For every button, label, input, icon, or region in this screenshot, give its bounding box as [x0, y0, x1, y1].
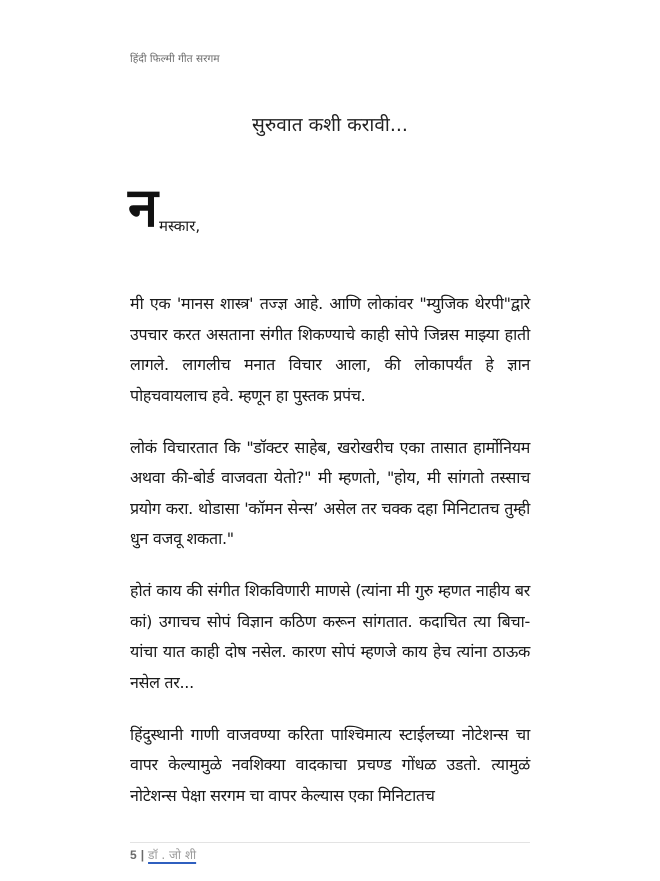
greeting-text: मस्कार,	[158, 217, 201, 235]
page-footer	[130, 846, 196, 863]
body-text	[130, 289, 530, 833]
page-number: 5	[130, 847, 137, 862]
paragraph-1: मी एक 'मानस शास्त्र' तज्ज्ञ आहे. आणि लोकांवर "म्युजिक थेरपी"द्वारे उपचार करत असताना संगीत शिकण्याचे काही सोपे जिन्नस माझ्या हाती लागले. लागलीच मनात विचार आला, की लोकापर्यंत हे ज्ञान पोहचवायलाच हवे. म्हणून हा पुस्तक प्रपंच.	[130, 294, 530, 405]
paragraph-4: हिंदुस्थानी गाणी वाजवण्या करिता पाश्चिमात्य स्टाईलच्या नोटेशन्स चा वापर केल्यामुळे नवशिक्या वादकाचा प्रचण्ड गोंधळ उडतो. त्यामुळं नोटेशन्स पेक्षा सरगम चा वापर केल्यास एका मिनिटातच	[130, 724, 530, 805]
footer-separator: |	[140, 847, 145, 862]
paragraph-3: होतं काय की संगीत शिकविणारी माणसे (त्यांना मी गुरु म्हणत नाहीय बर कां) उगाचच सोपं विज्ञान कठिण करून सांगतात. कदाचित त्या बिचा-यांचा यात काही दोष नसेल. कारण सोपं म्हणजे काय हेच त्यांना ठाऊक नसेल तर...	[130, 581, 530, 692]
drop-cap: न	[128, 176, 158, 239]
chapter-title: सुरुवात कशी करावी...	[252, 114, 408, 136]
paragraph-2: लोकं विचारतात कि "डॉक्टर साहेब, खरोखरीच एका तासात हार्मोनियम अथवा की-बोर्ड वाजवता येतो?" मी म्हणतो, "होय, मी सांगतो तस्साच प्रयोग करा. थोडासा 'कॉमन सेन्स’ असेल तर चक्क दहा मिनिटातच तुम्ही धुन वजवू शकता."	[130, 437, 530, 548]
greeting	[128, 178, 200, 238]
footer-divider	[130, 842, 530, 843]
author-link[interactable]: डॉ . जो शी	[148, 848, 197, 862]
running-header: हिंदी फिल्मी गीत सरगम	[130, 53, 220, 65]
